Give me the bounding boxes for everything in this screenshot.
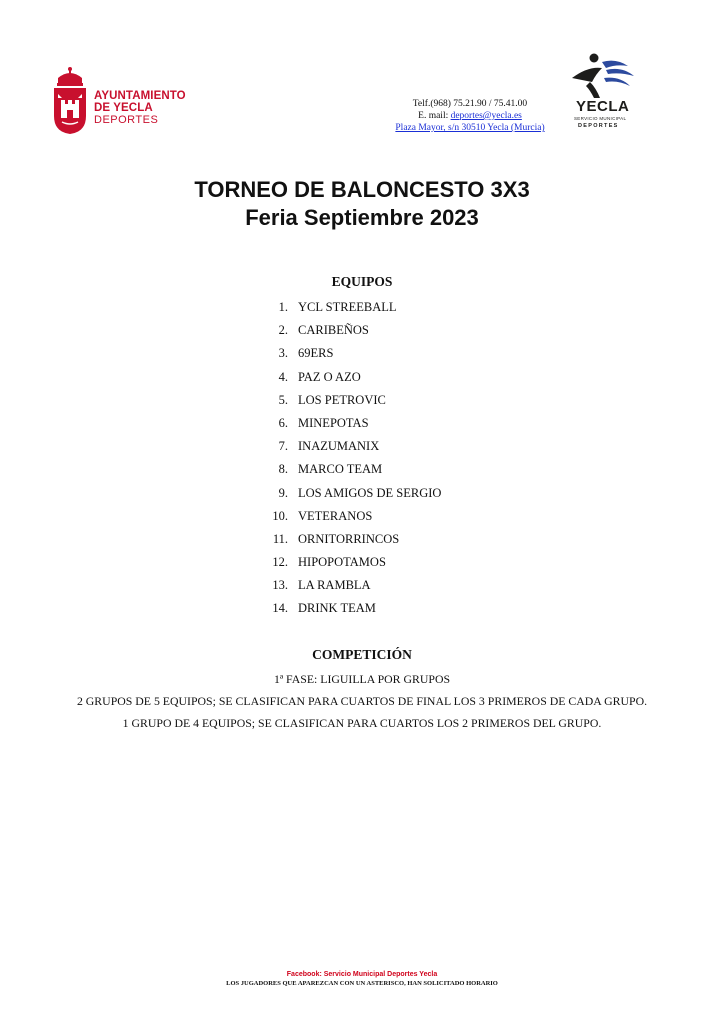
logo-right-subtitle-2: DEPORTES [578,123,619,129]
title-line-2: Feria Septiembre 2023 [245,205,479,230]
team-number: 14. [272,601,288,616]
team-number: 2. [278,323,288,338]
team-number: 8. [278,462,288,477]
competicion-line-1: 1ª FASE: LIGUILLA POR GRUPOS [273,672,451,686]
list-item [250,530,510,553]
contact-phone: Telf.(968) 75.21.90 / 75.41.00 [412,99,528,109]
list-item [250,507,510,530]
logo-right-name: YECLA [576,98,630,115]
footer-note: LOS JUGADORES QUE APAREZCAN CON UN ASTERISCO, HAN SOLICITADO HORARIO [226,980,498,987]
team-name: 69ERS [298,346,334,361]
list-item [250,437,510,460]
logo-line-1: AYUNTAMIENTO [94,90,186,102]
team-name: LOS PETROVIC [298,392,386,407]
team-number: 12. [272,555,288,570]
list-item [250,599,510,622]
list-item [250,344,510,367]
logo-right-subtitle: SERVICIO MUNICIPAL [574,116,627,121]
team-name: ORNITORRINCOS [298,531,400,546]
title-line-1: TORNEO DE BALONCESTO 3X3 [194,177,530,202]
team-number: 5. [278,392,288,407]
list-item [250,414,510,437]
team-number: 3. [278,346,288,361]
competicion-line-2: 2 GRUPOS DE 5 EQUIPOS; SE CLASIFICAN PARA CUARTOS DE FINAL LOS 3 PRIMEROS DE CADA GRUPO. [76,694,648,708]
team-number: 11. [272,531,288,546]
team-number: 13. [272,578,288,593]
team-name: MARCO TEAM [298,462,383,477]
team-name: LA RAMBLA [298,578,371,593]
team-name: CARIBEÑOS [298,323,369,338]
team-name: MINEPOTAS [298,415,369,430]
footer [0,970,724,988]
team-number: 6. [278,415,288,430]
team-name: DRINK TEAM [298,601,376,616]
list-item [250,576,510,599]
logo-line-2: DE YECLA [94,102,153,114]
list-item [250,391,510,414]
list-item [250,460,510,483]
competicion-line-3: 1 GRUPO DE 4 EQUIPOS; SE CLASIFICAN PARA CUARTOS LOS 2 PRIMEROS DEL GRUPO. [122,716,602,730]
competicion-heading: COMPETICIÓN [312,647,412,662]
contact-email-link[interactable]: deportes@yecla.es [450,111,522,121]
equipos-heading: EQUIPOS [331,274,393,289]
page-title [0,176,724,232]
contact-email-row [375,110,565,122]
list-item [250,553,510,576]
team-number: 10. [272,508,288,523]
team-number: 7. [278,439,288,454]
team-name: YCL STREEBALL [298,300,397,314]
footer-facebook: Facebook: Servicio Municipal Deportes Yecla [286,971,438,978]
team-list [250,298,510,623]
team-name: HIPOPOTAMOS [298,555,386,570]
team-name: PAZ O AZO [298,369,361,384]
contact-address-link[interactable]: Plaza Mayor, s/n 30510 Yecla (Murcia) [395,123,545,133]
logo-line-3: DEPORTES [94,114,159,126]
team-number: 4. [278,369,288,384]
team-name: INAZUMANIX [298,439,380,454]
contact-email-label: E. mail: [418,111,449,121]
ayuntamiento-logo [52,66,202,138]
team-name: VETERANOS [298,508,373,523]
city-crest-icon [52,66,88,136]
list-item [250,321,510,344]
yecla-deportes-logo [566,52,640,132]
list-item [250,368,510,391]
list-item [250,298,510,321]
list-item [250,484,510,507]
team-number: 1. [278,300,288,314]
contact-info [375,98,565,134]
team-name: LOS AMIGOS DE SERGIO [298,485,442,500]
competicion-rules [0,668,724,734]
team-number: 9. [278,485,288,500]
sports-figure-icon [566,52,640,100]
